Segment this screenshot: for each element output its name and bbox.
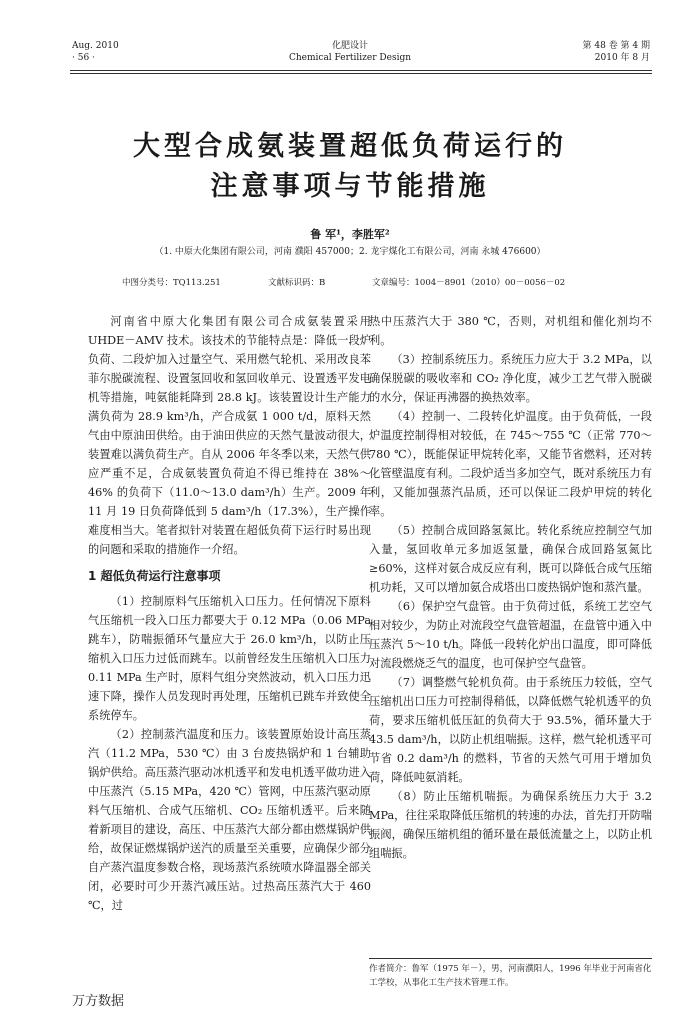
left-column [88,312,371,915]
item-paragraph: （3）控制系统压力。系统压力应大于 3.2 MPa，以确保脱碳的吸收率和 CO₂ 净化度，减少工艺气带入脱碳的水分，保证再沸器的换热效率。 [369,353,652,404]
section-heading: 1 超低负荷运行注意事项 [88,569,221,583]
header-rule [70,70,652,71]
item-paragraph: （8）防止压缩机喘振。为确保系统压力大于 3.2 MPa，往往采取降低压缩机的转速的办法，首先打开防喘振阀，确保压缩机组的循环量在最低流量之上，以防止机组喘振。 [369,790,652,860]
paper-title-line1: 大型合成氨装置超低负荷运行的 [133,131,567,162]
document-code: 文献标识码：B [268,278,326,288]
author-list: 鲁 军¹，李胜军² [310,228,390,241]
journal-name-cn: 化肥设计 [331,41,368,51]
right-column [369,312,652,863]
journal-name-en: Chemical Fertilizer Design [288,53,412,63]
item-paragraph: （5）控制合成回路氢氮比。转化系统应控制空气加入量，氢回收单元多加返氢量，确保合成回路氢氮比 ≥60%，这样对氨合成反应有利，既可以降低合成气压缩机功耗，又可以增加氨合成塔出口废热锅炉饱和蒸汽量。 [369,524,652,594]
footnote-rule [369,958,652,959]
item-paragraph: （7）调整燃气轮机负荷。由于系统压力较低，空气压缩机出口压力可控制得稍低，以降低燃气轮机透平的负荷，要求压缩机低压缸的负荷大于 93.5%，循环量大于 43.5 dam³/h，以防止机组喘振。这样，燃气轮机透平可节省 0.2 dam³/h 的燃料，节省的天然气可用于增加负荷，降低吨氨消耗。 [369,676,652,784]
continued-paragraph: 热中压蒸汽大于 380 ℃，否则，对机组和催化剂均不利。 [369,315,652,347]
page-number: · 56 · [72,53,95,63]
affiliations: （1. 中原大化集团有限公司，河南 濮阳 457000；2. 龙宇煤化工有限公司，河南 永城 476600） [154,247,546,257]
issue-month: 2010 年 8 月 [594,53,650,63]
article-number: 文章编号：1004－8901（2010）00－0056－02 [372,278,566,288]
volume-info [583,40,650,64]
author-bio: 作者简介：鲁军（1975 年－），男，河南濮阳人，1996 年毕业于河南省化工学校，从事化工生产技术管理工作。 [369,964,652,988]
item-paragraph: （4）控制一、二段转化炉温度。由于负荷低，一段炉温度控制得相对较低，在 745～755 ℃（正常 770～780 ℃），既能保证甲烷转化率，又能节省燃料，还对转化管壁温度有利。二段炉适当多加空气，既对系统压力有利，又能加强蒸汽品质，还可以保证二段炉甲烷的转化率。 [369,410,652,518]
intro-paragraph: 河南省中原大化集团有限公司合成氨装置采用 UHDE－AMV 技术。该技术的节能特点是：降低一段炉负荷、二段炉加入过量空气、采用燃气轮机、采用改良苯菲尔脱碳流程、设置氢回收和氢回收单元、设置透平发电机等措施，吨氨能耗降到 28.8 kJ。该装置设计生产能力满负荷为 28.9 km³/h，产合成氨 1 000 t/d，原料天然气由中原油田供给。由于油田供应的天然气量波动很大，装置难以满负荷生产。自从 2006 年冬季以来，天然气供应严重不足，合成氨装置负荷迫不得已维持在 38%～46% 的负荷下（11.0～13.0 dam³/h）生产。2009 年 11 月 19 日负荷降低到 5 dam³/h（17.3%），生产操作难度相当大。笔者拟针对装置在超低负荷下运行时易出现的问题和采取的措施作一介绍。 [88,315,371,556]
item-paragraph: （2）控制蒸汽温度和压力。该装置原始设计高压蒸汽（11.2 MPa，530 ℃）由 3 台废热锅炉和 1 台辅助锅炉供给。高压蒸汽驱动冰机透平和发电机透平做功进入中压蒸汽（5.15 MPa，420 ℃）管网，中压蒸汽驱动原料气压缩机、合成气压缩机、CO₂ 压缩机透平。后来随着新项目的建设，高压、中压蒸汽大部分都由燃煤锅炉供给，故保证燃煤锅炉送汽的质量至关重要，应确保少部分自产蒸汽温度参数合格，现场蒸汽系统喷水降温器全部关闭，必要时可少开蒸汽减压站。过热高压蒸汽大于 460 ℃，过 [88,728,371,912]
clc-number: 中图分类号：TQ113.251 [122,278,221,288]
issue-date: Aug. 2010 [72,41,119,51]
volume-issue: 第 48 卷 第 4 期 [582,41,650,51]
item-paragraph: （6）保护空气盘管。由于负荷过低，系统工艺空气相对较少，为防止对流段空气盘管超温，在盘管中通入中压蒸汽 5～10 t/h。降低一段转化炉出口温度，即可降低对流段燃烧乏气的温度，也可保护空气盘管。 [369,600,652,670]
paper-title-line2: 注意事项与节能措施 [210,171,490,202]
header-rule-thin [70,73,652,74]
watermark: 万方数据 [72,994,125,1009]
item-paragraph: （1）控制原料气压缩机入口压力。任何情况下原料气压缩机一段入口压力都要大于 0.12 MPa（0.06 MPa 跳车），防喘振循环气量应大于 26.0 km³/h，以防止压缩机入口压力过低而跳车。以前曾经发生压缩机入口压力 0.11 MPa 生产时，原料气组分突然波动，机入口压力迅速下降，操作人员发现时再处理，压缩机已跳车并致使全系统停车。 [88,595,371,722]
